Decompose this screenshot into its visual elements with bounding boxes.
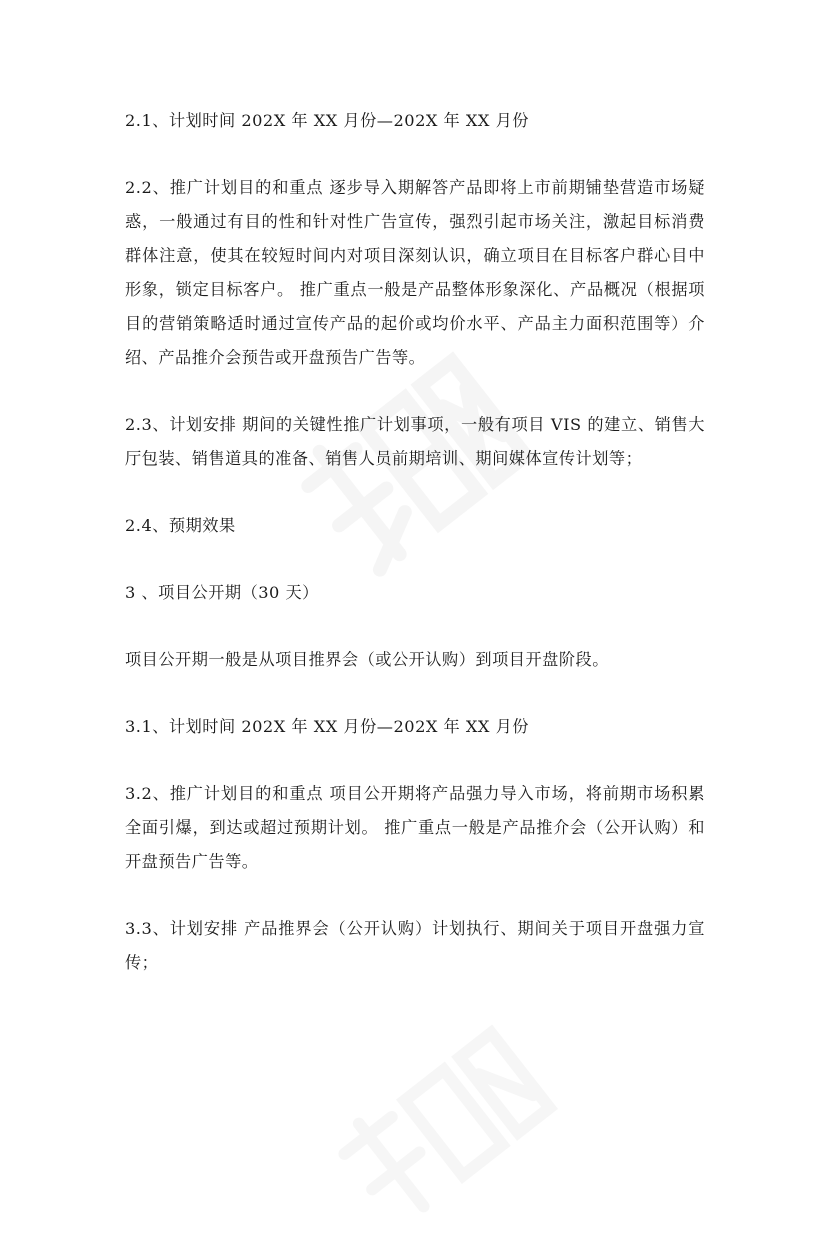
paragraph-2-2: 2.2、推广计划目的和重点 逐步导入期解答产品即将上市前期铺垫营造市场疑惑，一般通过有目的性和针对性广告宣传，强烈引起市场关注，激起目标消费群体注意，使其在较短时间内对项目深刻认识，确立项目在目标客户群心目中形象，锁定目标客户。 推广重点一般是产品整体形象深化、产品概况（根据项目的营销策略适时通过宣传产品的起价或均价水平、产品主力面积范围等）介绍、产品推介会预告或开盘预告广告等。	[125, 178, 705, 367]
watermark-logo-bottom-icon	[310, 1007, 570, 1253]
paragraph-3-3: 3.3、计划安排 产品推界会（公开认购）计划执行、期间关于项目开盘强力宣传；	[125, 919, 705, 972]
document-body	[125, 104, 705, 980]
paragraph-3-2: 3.2、推广计划目的和重点 项目公开期将产品强力导入市场，将前期市场积累全面引爆，到达或超过预期计划。 推广重点一般是产品推介会（公开认购）和开盘预告广告等。	[125, 784, 705, 871]
heading-section-3: 3 、项目公开期（30 天）	[125, 583, 319, 602]
paragraph-section-3-intro: 项目公开期一般是从项目推界会（或公开认购）到项目开盘阶段。	[125, 650, 609, 669]
paragraph-2-4: 2.4、预期效果	[125, 516, 236, 535]
paragraph-3-1: 3.1、计划时间 202X 年 XX 月份—202X 年 XX 月份	[125, 717, 529, 736]
paragraph-2-1: 2.1、计划时间 202X 年 XX 月份—202X 年 XX 月份	[125, 111, 529, 130]
paragraph-2-3: 2.3、计划安排 期间的关键性推广计划事项，一般有项目 VIS 的建立、销售大厅包装、销售道具的准备、销售人员前期培训、期间媒体宣传计划等；	[125, 415, 705, 468]
